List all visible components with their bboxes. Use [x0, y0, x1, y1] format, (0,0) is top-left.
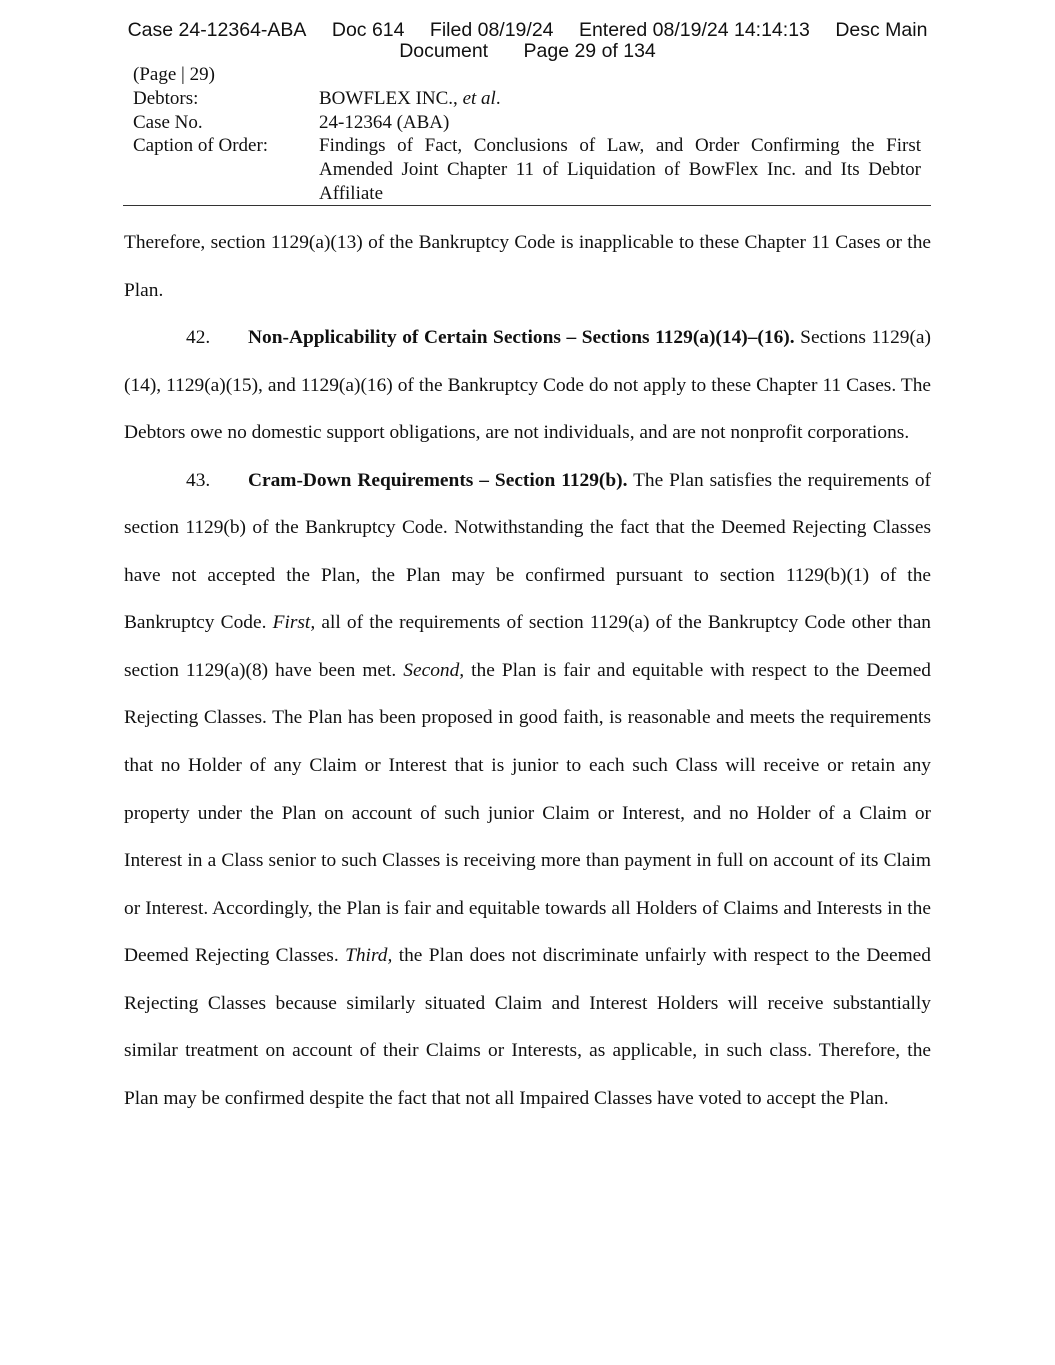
ecf-case-number: Case 24-12364-ABA: [127, 19, 307, 41]
paragraph-43-second: Second,: [403, 659, 465, 681]
paragraph-42: [124, 314, 931, 457]
debtors-et-al: et al: [462, 87, 496, 109]
paragraph-42-heading: Non-Applicability of Certain Sections – Sections 1129(a)(14)–(16).: [248, 327, 795, 349]
caption-row-caption: [133, 134, 933, 205]
ecf-document-label: Document: [399, 40, 489, 62]
paragraph-43-third: Third,: [345, 945, 393, 967]
continuation-paragraph: Therefore, section 1129(a)(13) of the Bankruptcy Code is inapplicable to these Chapter 11 Cases or the Plan.: [124, 232, 931, 301]
debtors-value: [319, 87, 933, 111]
caption-row-debtors: [133, 87, 933, 111]
ecf-filing-header: [0, 20, 1055, 62]
debtors-name: BOWFLEX INC.,: [319, 87, 458, 109]
caption-page-ref: (Page | 29): [133, 64, 215, 85]
caption-of-order-label: Caption of Order:: [133, 135, 269, 157]
caption-of-order-value: Findings of Fact, Conclusions of Law, and Order Confirming the First Amended Joint Chapter 11 of Liquidation of BowFlex Inc. and Its Debtor Affiliate: [319, 135, 921, 204]
paragraph-43-text-4: the Plan does not discriminate unfairly with respect to the Deemed Rejecting Classes because similarly situated Claim and Interest Holders will receive substantially similar treatment on account of their Claims or Interests, as applicable, in such class. Therefore, the Plan may be confirmed despite the fact that not all Impaired Classes have voted to accept the Plan.: [124, 945, 931, 1109]
ecf-page-count: Page 29 of 134: [523, 40, 656, 62]
caption-divider: [123, 205, 931, 206]
paragraph-43-heading: Cram-Down Requirements – Section 1129(b).: [248, 469, 628, 491]
paragraph-43-text-2: all of the requirements of section 1129(a) of the Bankruptcy Code other than section 1129(a)(8) have been met.: [124, 612, 932, 681]
paragraph-43-text-1: The Plan satisfies the requirements of section 1129(b) of the Bankruptcy Code. Notwithstanding the fact that the Deemed Rejecting Classes have not accepted the Plan, the Plan may be confirmed pursuant to section 1129(b)(1) of the Bankruptcy Code.: [124, 469, 931, 634]
debtors-label: Debtors:: [133, 87, 199, 109]
case-no-value: 24-12364 (ABA): [319, 111, 450, 133]
paragraph-number-43: 43.: [186, 469, 211, 491]
ecf-header-line-2: [0, 41, 1055, 62]
ecf-description: Desc Main: [835, 19, 928, 41]
paragraph-43: [124, 457, 931, 1123]
ecf-entered-date: Entered 08/19/24 14:14:13: [578, 19, 810, 41]
debtors-period: .: [495, 87, 501, 109]
paragraph-43-first: First,: [272, 612, 316, 634]
ecf-filed-date: Filed 08/19/24: [429, 19, 554, 41]
paragraph-43-text-3: the Plan is fair and equitable with respect to the Deemed Rejecting Classes. The Plan has been proposed in good faith, is reasonable and meets the requirements that no Holder of any Claim or Interest that is junior to each such Class will receive or retain any property under the Plan on account of such junior Claim or Interest, and no Holder of a Claim or Interest in a Class senior to such Classes is receiving more than payment in full on account of its Claim or Interest. Accordingly, the Plan is fair and equitable towards all Holders of Claims and Interests in the Deemed Rejecting Classes.: [124, 659, 931, 967]
order-caption-block: [133, 63, 933, 206]
order-body: [124, 219, 931, 1122]
paragraph-number-42: 42.: [186, 327, 211, 349]
caption-row-case-no: [133, 111, 933, 135]
ecf-doc-number: Doc 614: [331, 19, 405, 41]
ecf-header-line-1: [0, 20, 1055, 41]
case-no-label: Case No.: [133, 111, 203, 133]
paragraph-42-text: Sections 1129(a)(14), 1129(a)(15), and 1129(a)(16) of the Bankruptcy Code do not apply to these Chapter 11 Cases. The Debtors owe no domestic support obligations, are not individuals, and are not nonprofit corporations.: [124, 327, 931, 444]
